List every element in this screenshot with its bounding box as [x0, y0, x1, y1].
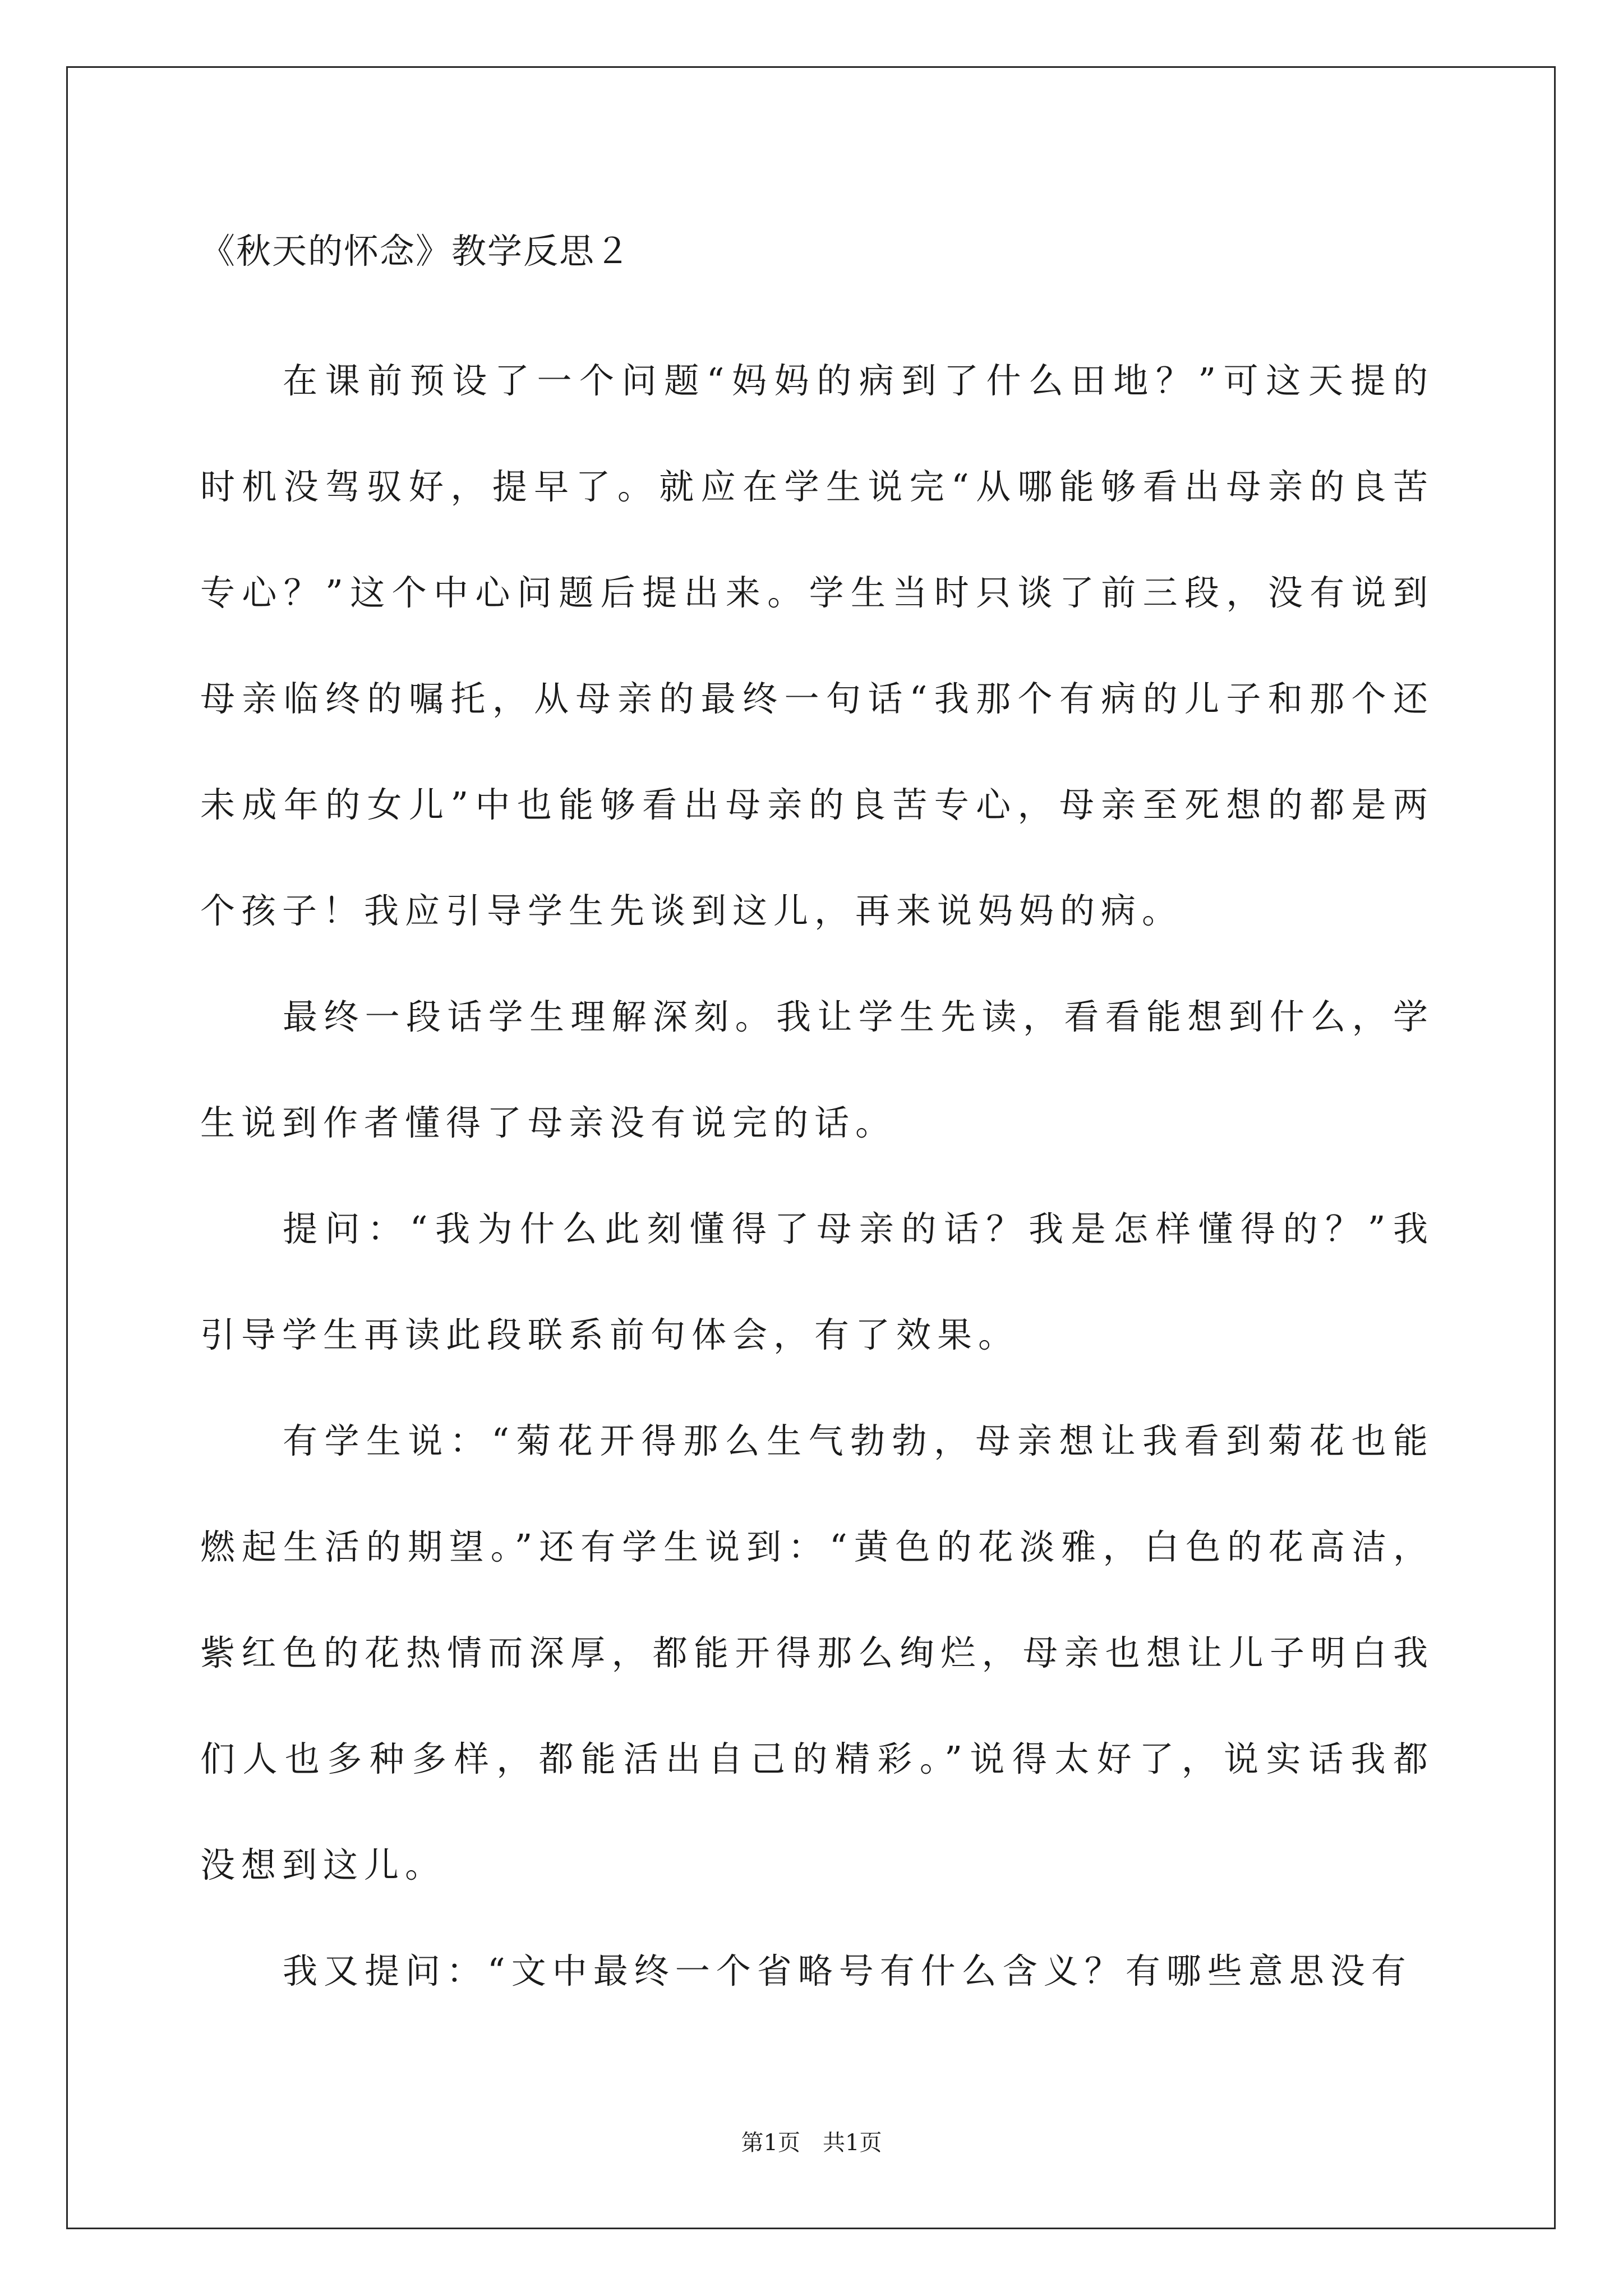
paragraph: 在课前预设了一个问题“妈妈的病到了什么田地？”可这天提的时机没驾驭好，提早了。就应在学生说完“从哪能够看出母亲的良苦专心？”这个中心问题后提出来。学生当时只谈了前三段，没有说到母亲临终的嘱托，从母亲的最终一句话“我那个有病的儿子和那个还未成年的女儿”中也能够看出母亲的良苦专心，母亲至死想的都是两个孩子！我应引导学生先谈到这儿，再来说妈妈的病。: [200, 360, 1434, 931]
paragraph: 我又提问：“文中最终一个省略号有什么含义？有哪些意思没有: [283, 1950, 1412, 1991]
paragraph: 有学生说：“菊花开得那么生气勃勃，母亲想让我看到菊花也能燃起生活的期望。”还有学生说到：“黄色的花淡雅，白色的花高洁，紫红色的花热情而深厚，都能开得那么绚烂，母亲也想让儿子明白我们人也多种多样，都能活出自己的精彩。”说得太好了，说实话我都没想到这儿。: [200, 1420, 1434, 1885]
paragraph: 最终一段话学生理解深刻。我让学生先读，看看能想到什么，学生说到作者懂得了母亲没有说完的话。: [200, 996, 1434, 1143]
document-body: [200, 328, 1434, 2024]
document-title: 《秋天的怀念》教学反思２: [200, 231, 631, 272]
page-number-footer: 第1页 共1页: [741, 2130, 882, 2156]
paragraph: 提问：“我为什么此刻懂得了母亲的话？我是怎样懂得的？”我引导学生再读此段联系前句体会，有了效果。: [200, 1208, 1434, 1355]
